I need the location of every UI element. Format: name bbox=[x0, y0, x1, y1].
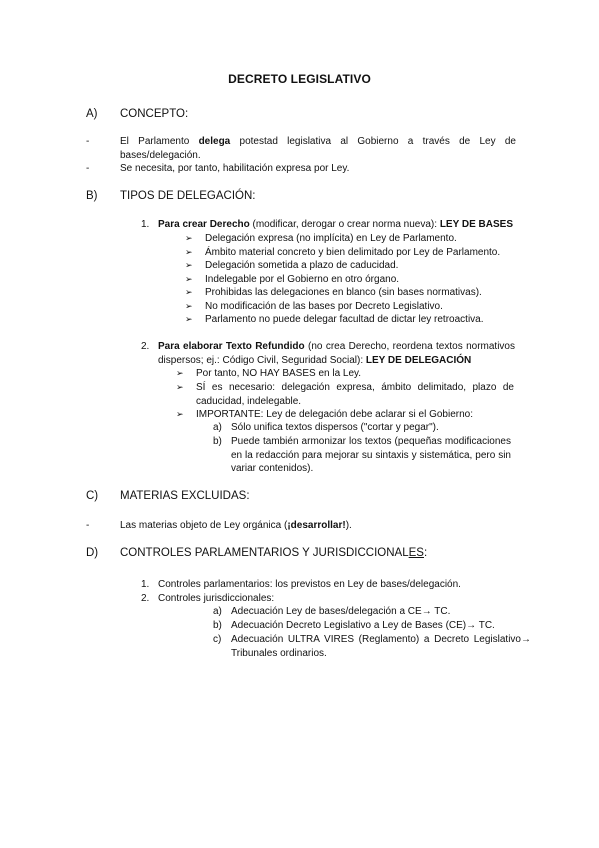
section-d-label: D) bbox=[86, 547, 99, 559]
section-b-title: TIPOS DE DELEGACIÓN: bbox=[120, 190, 256, 202]
point-text: Delegación expresa (no implícita) en Ley de Parlamento. bbox=[205, 233, 457, 244]
arrow-bullet-icon: ➢ bbox=[176, 409, 184, 419]
subpoint-letter: c) bbox=[213, 634, 222, 645]
bullet-text: Se necesita, por tanto, habilitación expresa por Ley. bbox=[120, 163, 350, 174]
section-c-title: MATERIAS EXCLUIDAS: bbox=[120, 490, 250, 502]
section-b-label: B) bbox=[86, 190, 98, 202]
point-text: Delegación sometida a plazo de caducidad. bbox=[205, 260, 399, 271]
subpoint-text: Adecuación Decreto Legislativo a Ley de Bases (CE)→ TC. bbox=[231, 620, 495, 631]
subpoint-letter: a) bbox=[213, 422, 222, 433]
subpoint-text: Sólo unifica textos dispersos ("cortar y pegar"). bbox=[231, 422, 439, 433]
subpoint-letter: b) bbox=[213, 620, 222, 631]
arrow-bullet-icon: ➢ bbox=[185, 273, 193, 284]
arrow-bullet-icon: ➢ bbox=[185, 233, 193, 243]
item-text: Para crear Derecho (modificar, derogar o crear norma nueva): LEY DE BASES bbox=[158, 219, 513, 230]
item-number: 1. bbox=[141, 579, 150, 590]
dash-icon: - bbox=[86, 136, 90, 147]
point-text: Prohibidas las delegaciones en blanco (sin bases normativas). bbox=[205, 287, 482, 298]
section-a-title: CONCEPTO: bbox=[120, 108, 189, 120]
point-text: SÍ es necesario: delegación expresa, ámbito delimitado, plazo de caducidad, indelegable. bbox=[196, 382, 514, 407]
dash-icon: - bbox=[86, 520, 90, 531]
subpoint-text: Adecuación ULTRA VIRES (Reglamento) a Decreto Legislativo→ Tribunales ordinarios. bbox=[231, 634, 531, 659]
point-text: Parlamento no puede delegar facultad de dictar ley retroactiva. bbox=[205, 314, 484, 325]
point-text: Indelegable por el Gobierno en otro órgano. bbox=[205, 273, 400, 285]
arrow-bullet-icon: ➢ bbox=[185, 260, 193, 270]
item-number: 1. bbox=[141, 219, 150, 230]
item-text: Controles parlamentarios: los previstos en Ley de bases/delegación. bbox=[158, 579, 461, 590]
item-number: 2. bbox=[141, 593, 150, 604]
subpoint-letter: b) bbox=[213, 436, 222, 447]
document-title: DECRETO LEGISLATIVO bbox=[228, 72, 371, 86]
subpoint-letter: a) bbox=[213, 606, 222, 617]
underlined-suffix: ES bbox=[408, 547, 424, 559]
bullet-text: Las materias objeto de Ley orgánica (¡desarrollar!). bbox=[120, 520, 352, 531]
arrow-bullet-icon: ➢ bbox=[185, 314, 193, 324]
section-c-label: C) bbox=[86, 490, 99, 502]
section-d-heading bbox=[86, 547, 427, 559]
item-text: Controles jurisdiccionales: bbox=[158, 593, 275, 604]
section-a-label: A) bbox=[86, 108, 98, 120]
item-number: 2. bbox=[141, 341, 150, 352]
subpoint-text: Adecuación Ley de bases/delegación a CE→ TC. bbox=[231, 606, 451, 617]
point-text: No modificación de las bases por Decreto Legislativo. bbox=[205, 300, 443, 312]
arrow-bullet-icon: ➢ bbox=[176, 368, 184, 378]
arrow-bullet-icon: ➢ bbox=[185, 287, 193, 297]
arrow-bullet-icon: ➢ bbox=[185, 246, 193, 257]
section-d-title: CONTROLES PARLAMENTARIOS Y JURISDICCIONALES: bbox=[120, 547, 428, 559]
section-b-heading bbox=[86, 190, 255, 202]
point-text: Por tanto, NO HAY BASES en la Ley. bbox=[196, 368, 362, 379]
point-text: Ámbito material concreto y bien delimitado por Ley de Parlamento. bbox=[205, 246, 501, 258]
item-text: Para elaborar Texto Refundido (no crea Derecho, reordena textos normativos dispersos; ej.: Código Civil, Seguridad Social): LEY DE DELEGACIÓN bbox=[158, 341, 515, 366]
arrow-bullet-icon: ➢ bbox=[176, 382, 184, 392]
arrow-bullet-icon: ➢ bbox=[185, 300, 193, 311]
dash-icon: - bbox=[86, 163, 90, 174]
subpoint-text: Puede también armonizar los textos (pequeñas modificaciones en la redacción para mejorar su sintaxis y sistemática, pero sin variar contenidos). bbox=[231, 436, 511, 474]
section-a-heading bbox=[86, 108, 188, 120]
section-c-heading bbox=[86, 490, 250, 502]
bullet-text: El Parlamento delega potestad legislativa al Gobierno a través de Ley de bases/delegación. bbox=[120, 136, 516, 161]
point-text: IMPORTANTE: Ley de delegación debe aclarar si el Gobierno: bbox=[196, 409, 473, 420]
